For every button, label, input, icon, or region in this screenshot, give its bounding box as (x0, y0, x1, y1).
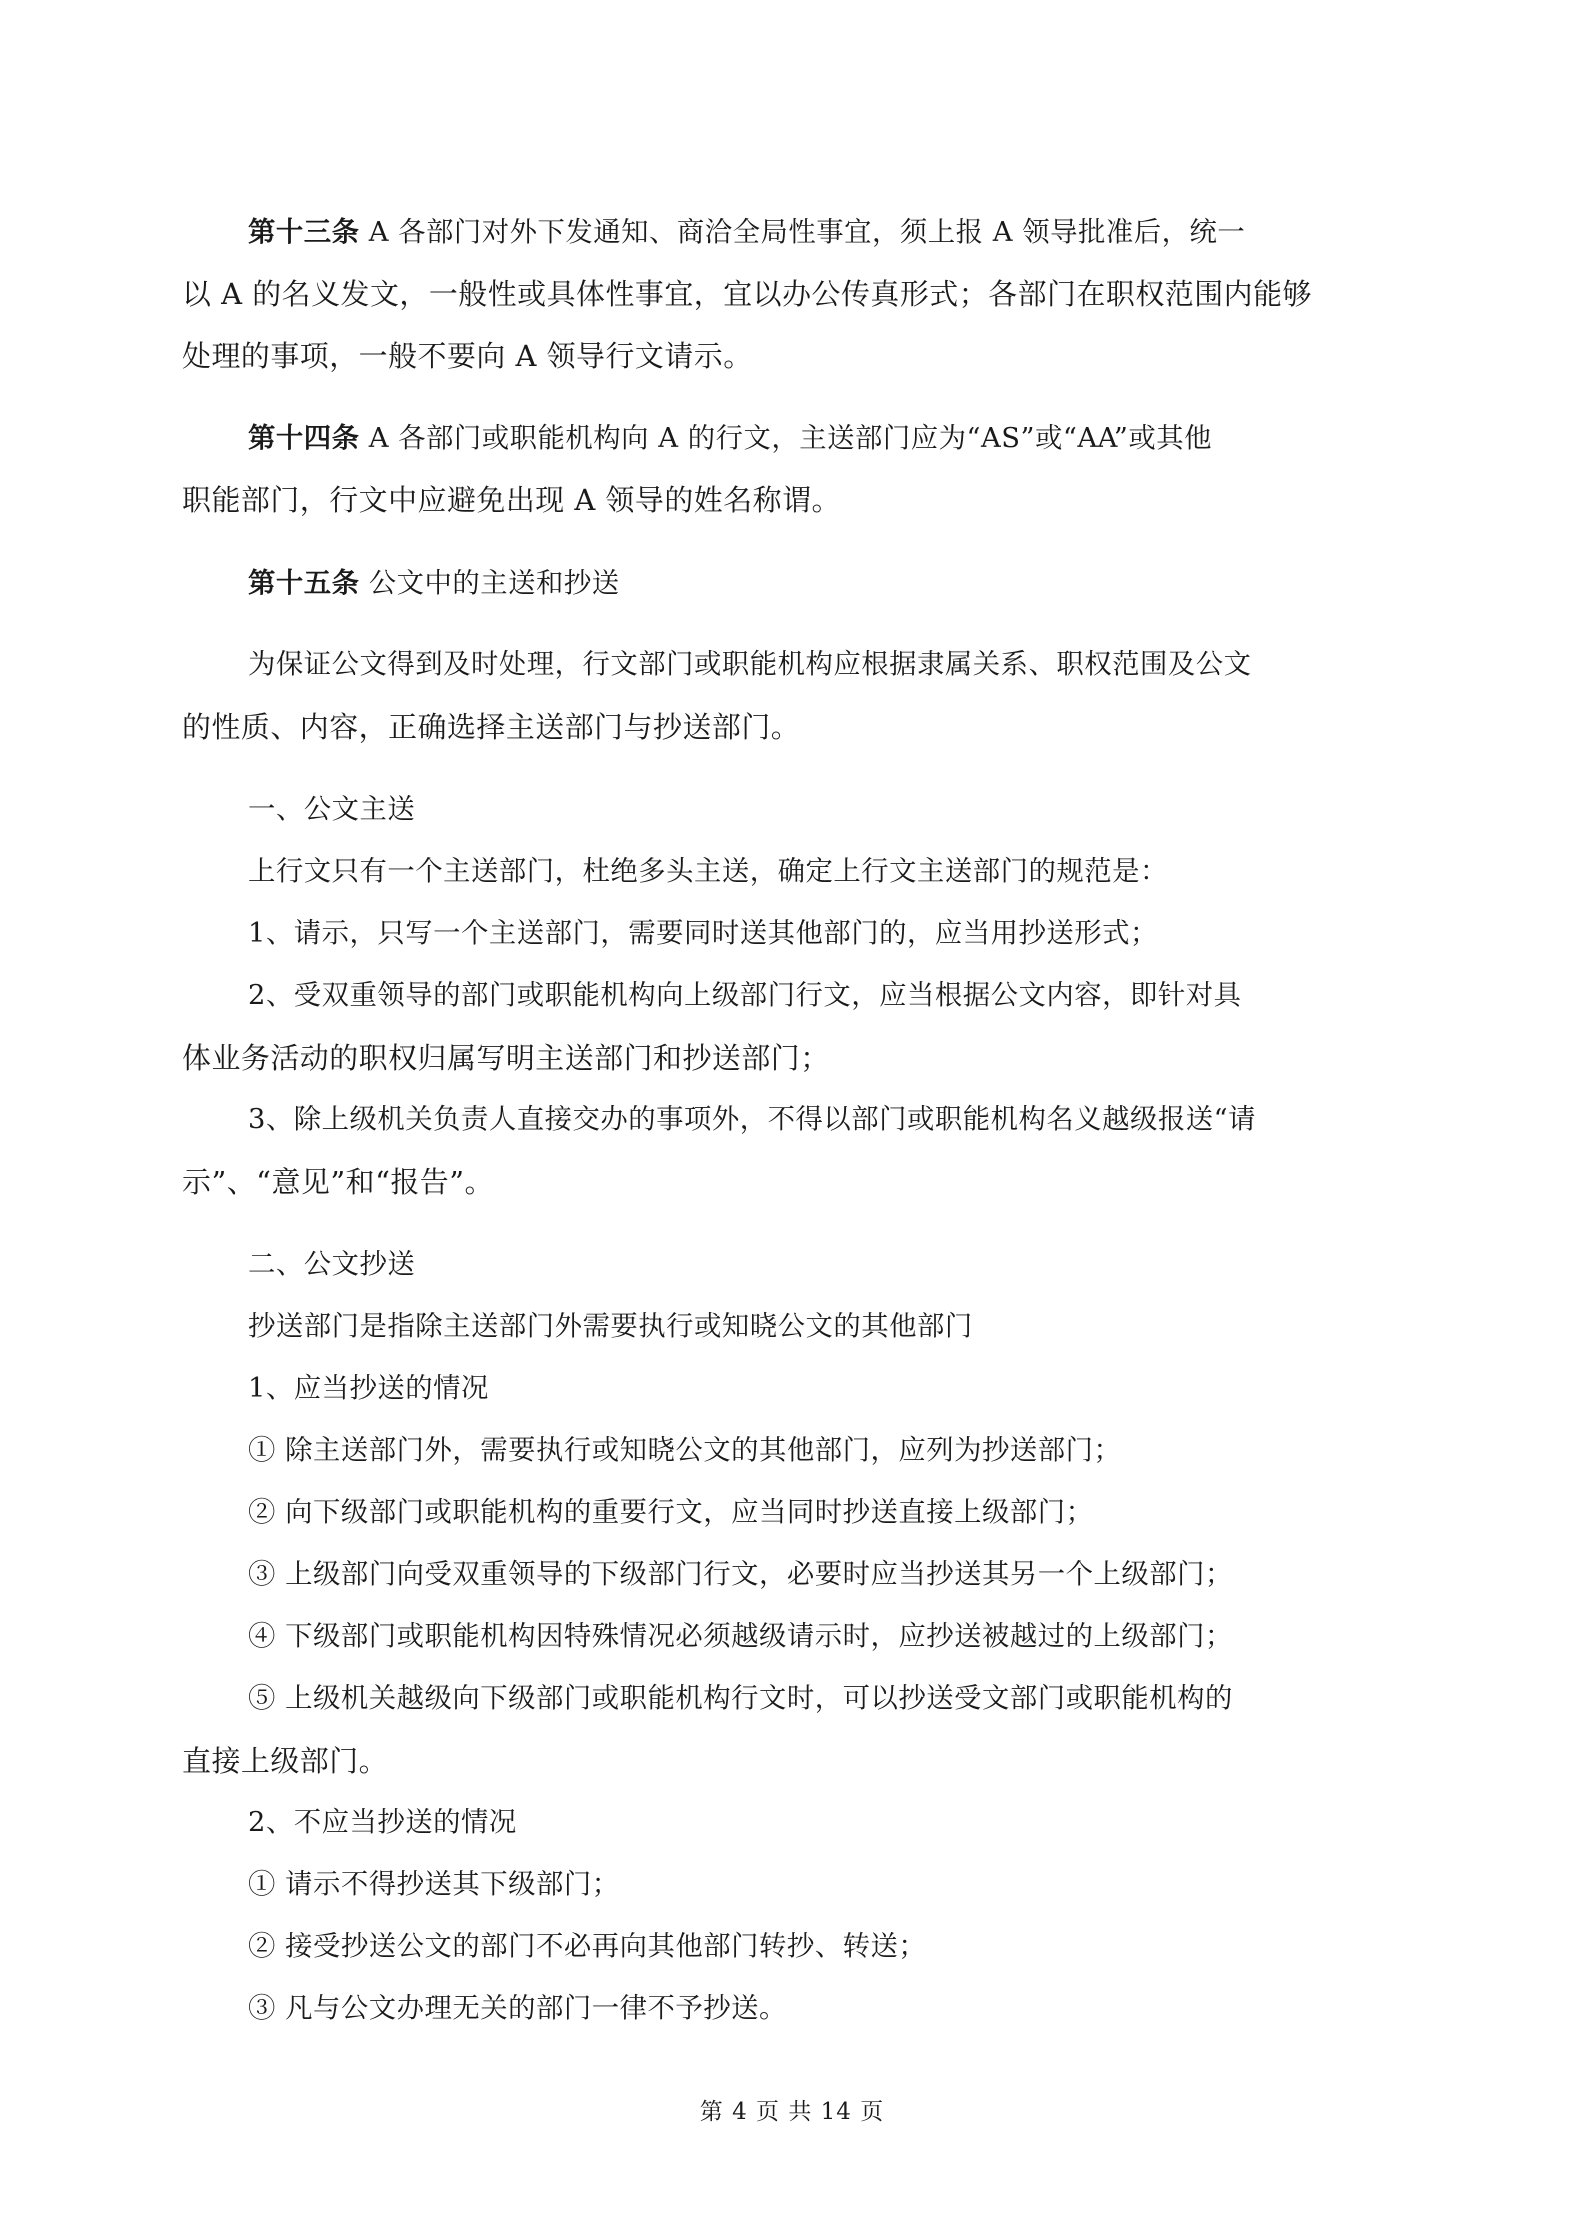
section2-sub2-item2: ② 接受抄送公文的部门不必再向其他部门转抄、转送； (248, 1931, 927, 1962)
section2-sub1-title: 1、应当抄送的情况 (248, 1373, 489, 1404)
article13-heading: 第十三条 (248, 216, 360, 248)
section2-sub1-item4: ④ 下级部门或职能机构因特殊情况必须越级请示时，应抄送被越过的上级部门； (248, 1621, 1233, 1652)
article14-line2: 职能部门，行文中应避免出现 A 领导的姓名称谓。 (182, 483, 841, 517)
section2-sub1-item5: ⑤ 上级机关越级向下级部门或职能机构行文时，可以抄送受文部门或职能机构的 (248, 1683, 1233, 1714)
section2-sub1-item2: ② 向下级部门或职能机构的重要行文，应当同时抄送直接上级部门； (248, 1497, 1094, 1528)
section1-lead: 上行文只有一个主送部门，杜绝多头主送，确定上行文主送部门的规范是： (248, 856, 1168, 887)
page-number-footer: 第 4 页 共 14 页 (699, 2099, 885, 2125)
article13-line3: 处理的事项，一般不要向 A 领导行文请示。 (182, 339, 753, 373)
article13-line2: 以 A 的名义发文，一般性或具体性事宜，宜以办公传真形式；各部门在职权范围内能够 (182, 277, 1312, 311)
section2-sub1-item1: ① 除主送部门外，需要执行或知晓公文的其他部门，应列为抄送部门； (248, 1435, 1122, 1466)
article15-title: 公文中的主送和抄送 (368, 568, 620, 599)
section2-sub1-item3: ③ 上级部门向受双重领导的下级部门行文，必要时应当抄送其另一个上级部门； (248, 1559, 1233, 1590)
article13-text-1: A 各部门对外下发通知、商洽全局性事宜，须上报 A 领导批准后，统一 (368, 217, 1246, 248)
section1-title: 一、公文主送 (248, 794, 416, 825)
section1-item2-line2: 体业务活动的职权归属写明主送部门和抄送部门； (182, 1041, 830, 1075)
article15-title-line (248, 563, 1468, 604)
section2-sub1-item5-cont: 直接上级部门。 (182, 1744, 389, 1778)
section2-sub2-item3: ③ 凡与公文办理无关的部门一律不予抄送。 (248, 1993, 787, 2024)
section1-item3-line2: 示”、“意见”和“报告”。 (182, 1165, 494, 1199)
section2-title: 二、公文抄送 (248, 1249, 416, 1280)
article14-text-1: A 各部门或职能机构向 A 的行文，主送部门应为“AS”或“AA”或其他 (368, 423, 1212, 454)
article15-heading: 第十五条 (248, 567, 360, 599)
article15-intro-line1: 为保证公文得到及时处理，行文部门或职能机构应根据隶属关系、职权范围及公文 (248, 649, 1252, 680)
section1-item1: 1、请示，只写一个主送部门，需要同时送其他部门的，应当用抄送形式； (248, 918, 1158, 949)
article14-heading: 第十四条 (248, 422, 360, 454)
section2-lead: 抄送部门是指除主送部门外需要执行或知晓公文的其他部门 (248, 1311, 973, 1342)
section1-item2-line1: 2、受双重领导的部门或职能机构向上级部门行文，应当根据公文内容，即针对具 (248, 980, 1242, 1011)
section1-item3-line1: 3、除上级机关负责人直接交办的事项外，不得以部门或职能机构名义越级报送“请 (248, 1104, 1257, 1135)
article15-intro-line2: 的性质、内容，正确选择主送部门与抄送部门。 (182, 710, 801, 744)
article13-line1 (248, 212, 1468, 253)
section2-sub2-item1: ① 请示不得抄送其下级部门； (248, 1869, 620, 1900)
section2-sub2-title: 2、不应当抄送的情况 (248, 1807, 517, 1838)
article14-line1 (248, 418, 1468, 459)
